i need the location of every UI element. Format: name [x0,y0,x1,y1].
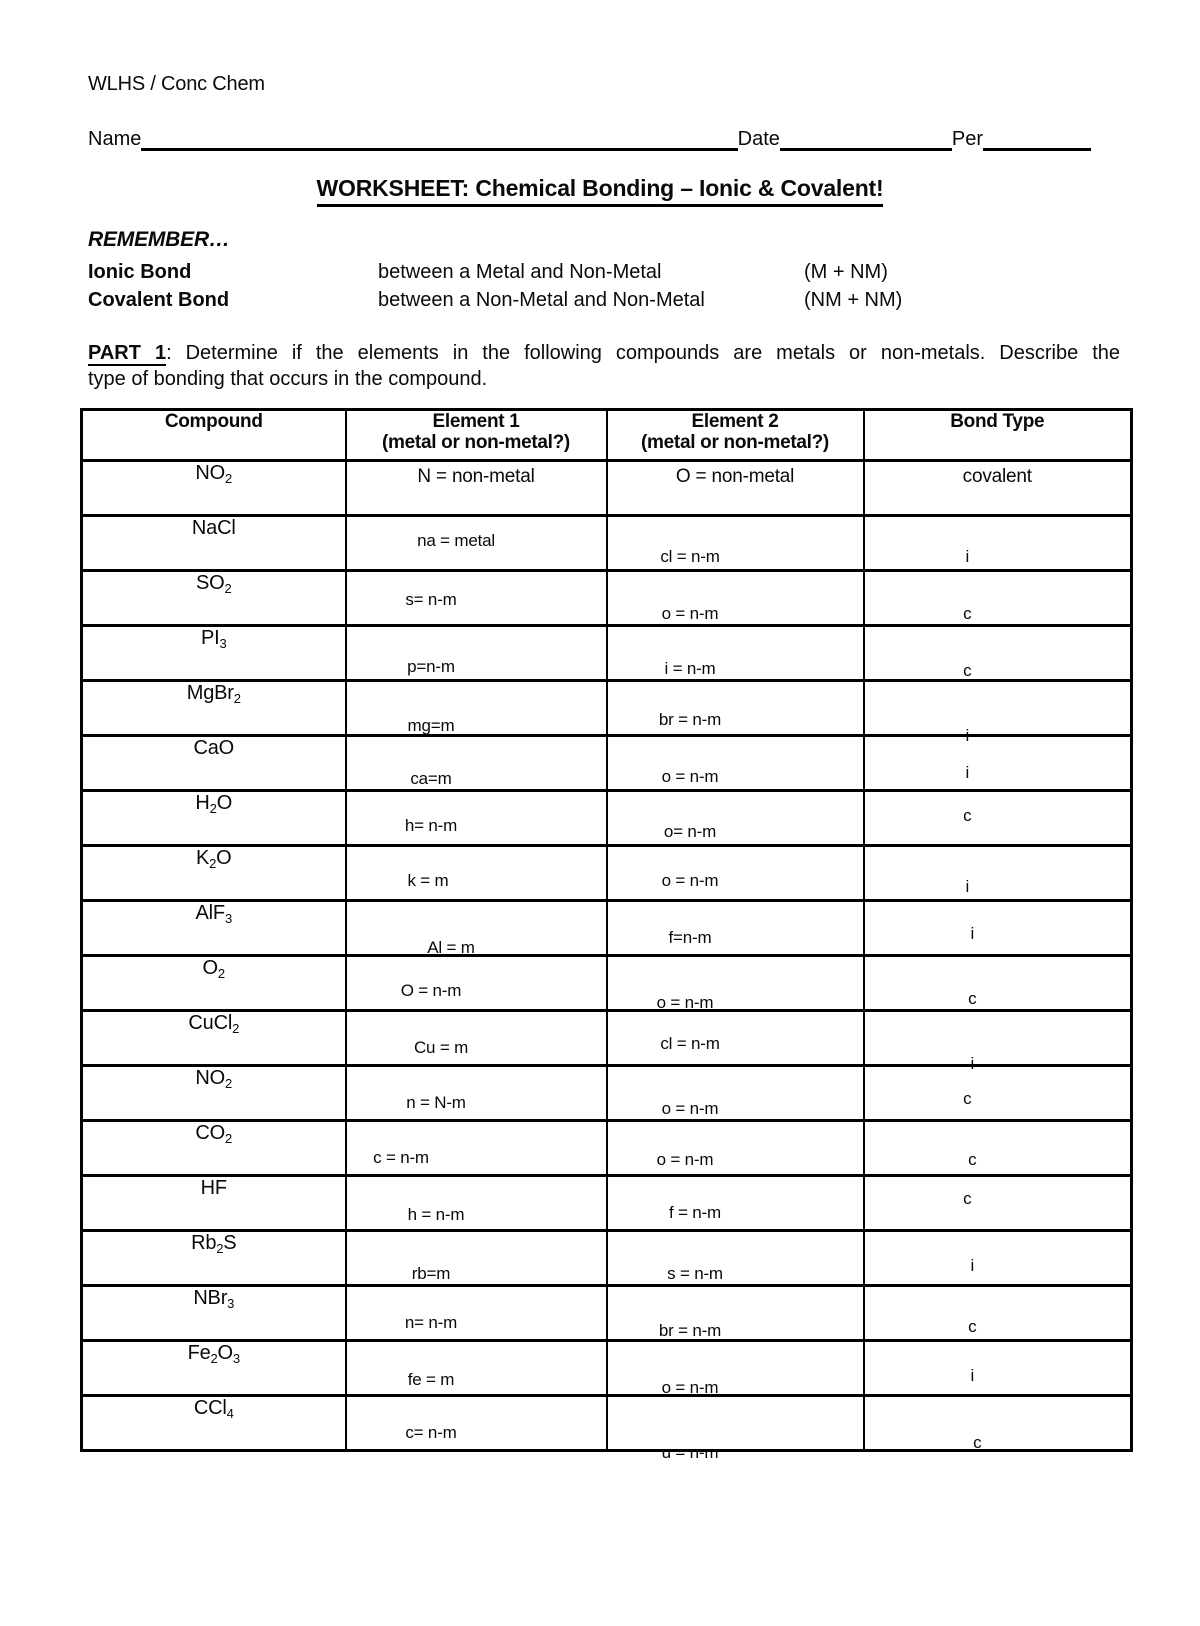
bond-type-answer: c [968,1317,977,1336]
element1-answer: mg=m [407,716,455,735]
part1-label: PART 1 [88,342,167,364]
table-row [82,736,1132,791]
compound-cell: CuCl$_2$ [82,1011,346,1066]
covalent-bond-desc: between a Non-Metal and Non-Metal [378,289,705,311]
element2-answer-cell [607,681,864,736]
element1-answer-cell [346,901,607,956]
element2-answer: o= n-m [663,822,717,841]
table-row [82,1011,1132,1066]
element2-answer: f=n-m [668,928,712,947]
table-row [82,1396,1132,1451]
element2-answer: o = n-m [661,767,719,786]
element2-answer-cell [607,1231,864,1286]
bond-type-answer: c [963,604,972,623]
bond-type-answer-cell [864,1066,1132,1121]
bond-type-answer: i [970,1366,975,1385]
compound-cell: MgBr$_2$ [82,681,346,736]
bond-type-answer-cell [864,1286,1132,1341]
compound-cell: $PI_3$ [82,626,346,681]
col-header-bond-type: Bond Type [864,410,1132,461]
element1-answer-cell [346,736,607,791]
element1-answer-cell [346,571,607,626]
element1-answer-cell [346,681,607,736]
table-row [82,681,1132,736]
element1-answer: s= n-m [405,590,457,609]
table-row [82,1066,1132,1121]
element1-answer-cell [346,461,607,516]
compound-cell: $SO_2$ [82,571,346,626]
element2-answer: o = n-m [656,1150,714,1169]
compound-cell: $Fe_2O_3$ [82,1341,346,1396]
table-row [82,901,1132,956]
bond-type-answer-cell [864,1396,1132,1451]
element2-answer-cell [607,1176,864,1231]
bond-type-answer: i [965,877,970,896]
compound-cell: NBr$_3$ [82,1286,346,1341]
element1-answer: ca=m [410,769,452,788]
element1-answer-cell [346,1231,607,1286]
element1-answer: h = n-m [407,1205,465,1224]
element2-answer: o = n-m [661,871,719,890]
table-row [82,1121,1132,1176]
compound-cell: NaCl [82,516,346,571]
element1-answer: c = n-m [373,1148,429,1167]
element1-answer: Al = m [427,938,475,957]
title-wrap [0,175,1200,207]
part1-line2: type of bonding that occurs in the compound. [88,368,488,390]
bond-type-answer: i [965,763,970,782]
element1-answer: O = n-m [400,981,462,1000]
element2-answer: cl = n-m [660,547,720,566]
bond-type-answer: i [970,1054,975,1073]
element1-answer-cell [346,956,607,1011]
bond-type-answer: c [973,1433,982,1452]
part1-text: : Determine if the elements in the following compounds are metals or non-metals. Describe the [166,342,1120,364]
date-blank-line [780,128,952,151]
table-row [82,846,1132,901]
element1-answer-cell [346,626,607,681]
element2-answer: f = n-m [669,1203,721,1222]
element1-answer-cell [346,1341,607,1396]
course-title: WLHS / Conc Chem [88,73,265,95]
compound-cell: $NO_2$ [82,461,346,516]
element2-answer-cell [607,626,864,681]
element1-answer-cell [346,791,607,846]
per-label: Per [951,128,983,150]
bonding-table [80,408,1133,1462]
element1-answer: N = non-metal [417,466,535,487]
col-header-compound: Compound [82,410,346,461]
element1-answer-cell [346,1286,607,1341]
worksheet-title: WORKSHEET: Chemical Bonding – Ionic & Covalent! [317,175,884,207]
element1-answer: k = m [407,871,449,890]
ionic-bond-desc: between a Metal and Non-Metal [378,261,662,283]
element2-answer-cell [607,461,864,516]
compound-cell: CCl$_4$ [82,1396,346,1451]
bond-type-answer-cell [864,736,1132,791]
element2-answer: br = n-m [658,1321,722,1340]
element2-answer-cell [607,846,864,901]
bond-type-answer-cell [864,626,1132,681]
element2-answer: o = n-m [661,1099,719,1118]
compound-cell: HF [82,1176,346,1231]
col-header-element2: Element 2 (metal or non-metal?) [607,410,864,461]
element2-answer-cell [607,516,864,571]
ionic-bond-label: Ionic Bond [88,261,192,283]
bond-type-answer-cell [864,901,1132,956]
bond-type-answer: i [970,924,975,943]
element1-answer-cell [346,1066,607,1121]
part1-instructions [88,340,1120,392]
bond-type-answer: c [963,806,972,825]
bond-type-answer: i [970,1256,975,1275]
part1-line1 [88,340,1120,366]
table-row [82,791,1132,846]
element1-answer: Cu = m [413,1038,469,1057]
bond-type-answer: c [963,1089,972,1108]
table-row [82,956,1132,1011]
table-row [82,1176,1132,1231]
element2-answer-cell [607,1066,864,1121]
element2-answer: O = non-metal [675,466,795,487]
element2-answer-cell [607,791,864,846]
bond-type-answer: covalent [962,466,1032,487]
element1-answer-cell [346,846,607,901]
element2-answer-cell [607,1341,864,1396]
bond-type-answer-cell [864,461,1132,516]
date-label: Date [737,128,780,150]
element1-answer-cell [346,1396,607,1451]
compound-cell: $O_2$ [82,956,346,1011]
name-date-per-row [88,128,1091,151]
bond-type-answer: i [965,726,970,745]
bond-type-answer-cell [864,956,1132,1011]
element2-answer: o = n-m [656,993,714,1012]
element2-answer: u = n-m [661,1443,719,1462]
element2-answer: o = n-m [661,604,719,623]
element1-answer: n = N-m [406,1093,466,1112]
bond-type-answer-cell [864,1011,1132,1073]
element2-answer: i = n-m [664,659,716,678]
element2-answer-cell [607,1121,864,1176]
col-header-element1: Element 1 (metal or non-metal?) [346,410,607,461]
element1-answer: p=n-m [407,657,455,676]
element1-answer: na = metal [417,531,495,550]
compound-cell: CaO [82,736,346,791]
element2-answer-cell [607,1286,864,1341]
bond-type-answer-cell [864,681,1132,745]
compound-cell: AlF$_3$ [82,901,346,956]
element2-answer-cell [607,571,864,626]
element1-answer: h= n-m [404,816,458,835]
bond-type-answer-cell [864,791,1132,846]
element2-answer-cell [607,1396,864,1462]
table-row [82,461,1132,516]
compound-cell: $H_2O$ [82,791,346,846]
bond-type-answer-cell [864,516,1132,571]
compound-cell: $NO_2$ [82,1066,346,1121]
ionic-bond-formula: (M + NM) [804,261,888,283]
bond-type-answer: i [965,547,970,566]
element2-answer-cell [607,901,864,956]
element2-answer: br = n-m [658,710,722,729]
bond-type-answer-cell [864,846,1132,901]
element2-answer-cell [607,1011,864,1066]
bond-type-answer-cell [864,1176,1132,1231]
covalent-bond-formula: (NM + NM) [804,289,903,311]
worksheet-page [0,73,1200,1626]
element1-answer: fe = m [407,1370,455,1389]
element2-answer: cl = n-m [660,1034,720,1053]
element1-answer-cell [346,516,607,571]
table-row [82,1231,1132,1286]
element2-answer: o = n-m [661,1378,719,1397]
table-header-row [82,410,1132,461]
compound-cell: $K_2O$ [82,846,346,901]
covalent-bond-label: Covalent Bond [88,289,230,311]
element2-answer: s = n-m [667,1264,723,1283]
name-blank-line [141,128,737,151]
table-row [82,1341,1132,1396]
element2-answer-cell [607,956,864,1011]
bond-type-answer: c [963,1189,972,1208]
table-row [82,571,1132,626]
compound-cell: $Rb_2S$ [82,1231,346,1286]
table-row [82,1286,1132,1341]
element1-answer: c= n-m [405,1423,457,1442]
table-row [82,626,1132,681]
element1-answer-cell [346,1011,607,1066]
name-label: Name [88,128,142,150]
bond-type-answer: c [968,989,977,1008]
element1-answer: rb=m [411,1264,451,1283]
table-row [82,516,1132,571]
bond-type-answer-cell [864,571,1132,626]
bond-type-answer-cell [864,1231,1132,1286]
element1-answer-cell [346,1176,607,1231]
bond-type-answer: c [963,661,972,680]
per-blank-line [983,128,1091,151]
element1-answer: n= n-m [404,1313,458,1332]
bond-type-answer: c [968,1150,977,1169]
remember-heading: REMEMBER… [88,228,230,251]
element2-answer-cell [607,736,864,791]
bond-type-answer-cell [864,1121,1132,1176]
remember-list [88,258,1200,314]
bond-type-answer-cell [864,1341,1132,1396]
element1-answer-cell [346,1121,607,1176]
compound-cell: $CO_2$ [82,1121,346,1176]
